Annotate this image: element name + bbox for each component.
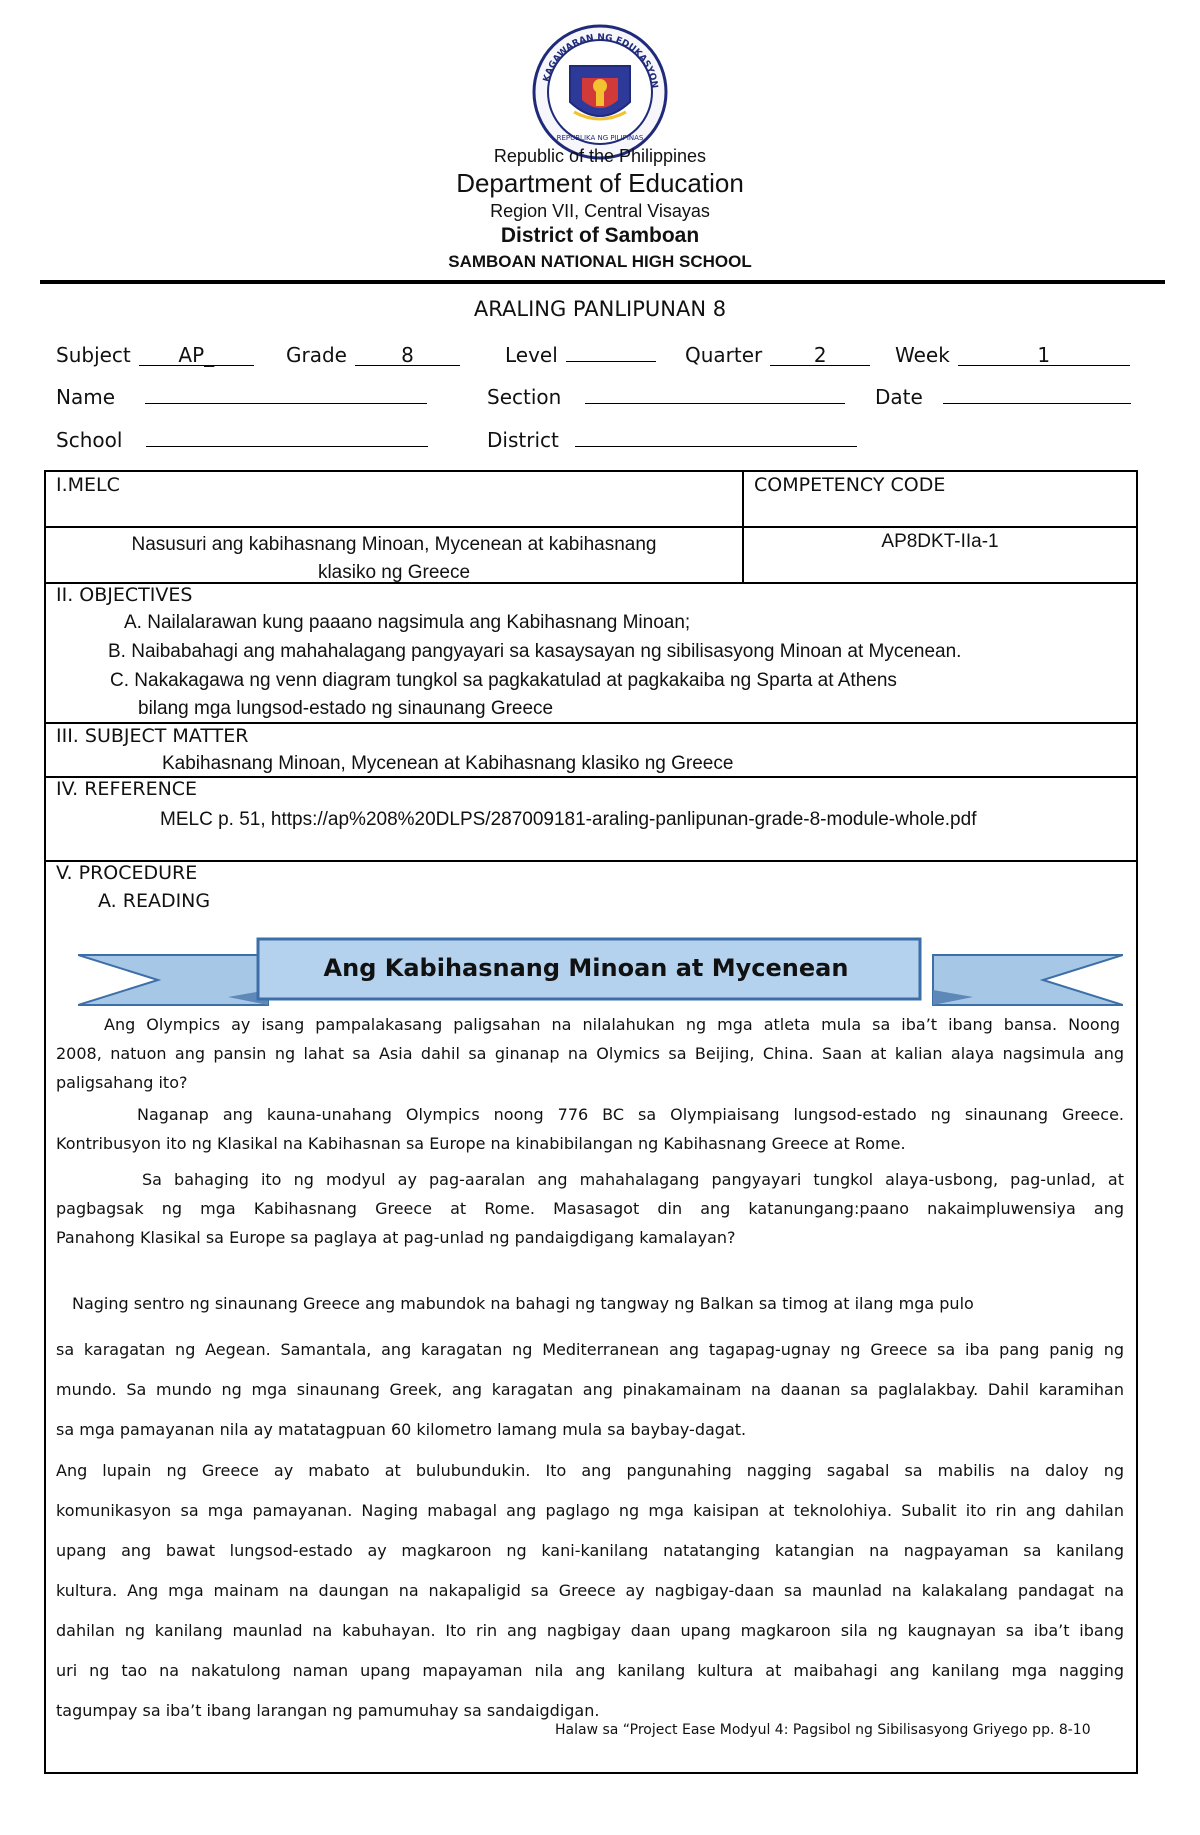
procedure-header: V. PROCEDURE: [56, 862, 198, 884]
p3-line3: Panahong Klasikal sa Europe sa paglaya at pag-unlad ng pandaigdigang kamalayan?: [56, 1228, 736, 1247]
reading-paragraph-2-cont: [56, 1129, 1124, 1158]
quarter-value[interactable]: 2: [770, 345, 870, 366]
reading-paragraph-1-cont: [56, 1039, 1124, 1097]
name-field: [56, 385, 427, 409]
region-line: Region VII, Central Visayas: [490, 201, 710, 221]
district-field: [487, 428, 857, 452]
header-divider-thin: [40, 283, 1165, 284]
p5-line4: kultura. Ang mga mainam na daungan na nakapaligid sa Greece ay nagbigay-daan sa maunlad na kalakalang pandagat na: [56, 1581, 1124, 1600]
p1-line1: Ang Olympics ay isang pampalakasang paligsahan na nilalahukan ng mga atleta mula sa iba’t ibang bansa. Noong: [104, 1015, 1120, 1034]
school-value[interactable]: [146, 446, 428, 447]
district-label: District: [487, 428, 559, 452]
reading-paragraph-3: [142, 1165, 1124, 1194]
objective-a: A. Nailalarawan kung paaano nagsimula ang Kabihasnang Minoan;: [124, 612, 691, 633]
name-value[interactable]: [145, 403, 427, 404]
p5-line6: uri ng tao na nakatulong naman upang mapayaman nila ang kanilang kultura at maibahagi ang kanilang mga nagging: [56, 1661, 1124, 1680]
date-field: [875, 385, 1131, 409]
melc-text-line2: klasiko ng Greece: [317, 562, 471, 583]
melc-header: I.MELC: [56, 474, 120, 496]
section-field: [487, 385, 845, 409]
reference-text[interactable]: MELC p. 51, https://ap%208%20DLPS/287009181-araling-panlipunan-grade-8-module-whole.pdf: [160, 809, 977, 830]
name-label: Name: [56, 385, 116, 409]
republic-line: Republic of the Philippines: [493, 146, 707, 166]
reading-paragraph-5: [56, 1451, 1124, 1731]
date-label: Date: [875, 385, 923, 409]
objective-c: C. Nakakagawa ng venn diagram tungkol sa pagkakatulad at pagkakaiba ng Sparta at Athens: [110, 670, 897, 691]
svg-text:REPUBLIKA NG PILIPINAS: REPUBLIKA NG PILIPINAS: [556, 134, 644, 142]
deped-seal-logo: [530, 22, 670, 162]
reading-paragraph-3-cont: [56, 1194, 1124, 1252]
school-name: SAMBOAN NATIONAL HIGH SCHOOL: [448, 252, 752, 271]
section-value[interactable]: [585, 403, 845, 404]
source-citation: Halaw sa “Project Ease Modyul 4: Pagsibol ng Sibilisasyong Griyego pp. 8-10: [555, 1722, 1091, 1738]
p5-line5: dahilan ng kanilang maunlad na kabuhayan. Ito rin ang nagbigay daan upang magkaroon sila ng kaugnayan sa iba’t ibang: [56, 1621, 1124, 1640]
district-value[interactable]: [575, 446, 857, 447]
grade-field: [286, 343, 460, 367]
week-value[interactable]: 1: [958, 345, 1130, 366]
p1-line2: 2008, natuon ang pansin ng lahat sa Asia dahil sa ginanap na Olymics sa Beijing, China. Saan at kalian alaya nagsimula ang: [56, 1044, 1124, 1063]
grade-value[interactable]: 8: [355, 345, 460, 366]
objectives-header: II. OBJECTIVES: [56, 584, 193, 606]
level-value[interactable]: [566, 361, 656, 362]
p5-line1: Ang lupain ng Greece ay mabato at bulubundukin. Ito ang pangunahing nagging sagabal sa mabilis na daloy ng: [56, 1461, 1124, 1480]
subject-label: Subject: [56, 343, 131, 367]
page-title: ARALING PANLIPUNAN 8: [473, 297, 727, 321]
p4-line1: Naging sentro ng sinaunang Greece ang mabundok na bahagi ng tangway ng Balkan sa timog at ilang mga pulo: [72, 1294, 974, 1313]
p3-line2: pagbagsak ng mga Kabihasnang Greece at Rome. Masasagot din ang katanungang:paano nakaimpluwensiya ang: [56, 1199, 1124, 1218]
p4-line4: sa mga pamayanan nila ay matatagpuan 60 kilometro lamang mula sa baybay-dagat.: [56, 1420, 747, 1439]
svg-text:KAGAWARAN NG EDUKASYON: KAGAWARAN NG EDUKASYON: [542, 32, 659, 90]
subject-field: [56, 343, 254, 367]
p4-line3: mundo. Sa mundo ng mga sinaunang Greek, ang karagatan ang pinakamainam na daanan sa paglalakbay. Dahil karamihan: [56, 1380, 1124, 1399]
objective-c-cont: bilang mga lungsod-estado ng sinaunang Greece: [138, 698, 554, 719]
week-label: Week: [895, 343, 950, 367]
subject-matter-header: III. SUBJECT MATTER: [56, 725, 249, 747]
reading-paragraph-4: [72, 1289, 1124, 1318]
section-label: Section: [487, 385, 562, 409]
objective-b: B. Naibabahagi ang mahahalagang pangyayari sa kasaysayan ng sibilisasyong Minoan at Mycenean.: [108, 641, 962, 662]
reading-paragraph-4-cont: [56, 1330, 1124, 1450]
p1-line3: paligsahang ito?: [56, 1073, 188, 1092]
subject-matter-text: Kabihasnang Minoan, Mycenean at Kabihasnang klasiko ng Greece: [162, 753, 734, 774]
reading-paragraph-1: [104, 1010, 1124, 1039]
p4-line2: sa karagatan ng Aegean. Samantala, ang karagatan ng Mediterranean ang tagapag-ugnay ng Greece sa iba pang panig ng: [56, 1340, 1124, 1359]
level-label: Level: [505, 343, 558, 367]
competency-code-header: COMPETENCY CODE: [754, 474, 946, 496]
reference-header: IV. REFERENCE: [56, 778, 198, 800]
p3-line1: Sa bahaging ito ng modyul ay pag-aaralan ang mahahalagang pangyayari tungkol alaya-usbong, pag-unlad, at: [142, 1170, 1124, 1189]
p5-line7: tagumpay sa iba’t ibang larangan ng pamumuhay sa sandaigdigan.: [56, 1701, 600, 1720]
district-line: District of Samboan: [500, 224, 700, 247]
grade-label: Grade: [286, 343, 347, 367]
p5-line2: komunikasyon sa mga pamayanan. Naging mabagal ang paglago ng mga kaisipan at teknolohiya. Subalit ito rin ang dahilan: [56, 1501, 1124, 1520]
reading-title: Ang Kabihasnang Minoan at Mycenean: [323, 954, 849, 982]
melc-text-line1: Nasusuri ang kabihasnang Minoan, Mycenean at kabihasnang: [131, 534, 657, 555]
melc-header-cell: [44, 470, 744, 528]
level-field: [505, 343, 656, 367]
school-label: School: [56, 428, 123, 452]
subject-value[interactable]: AP_: [139, 345, 254, 366]
p2-line1: Naganap ang kauna-unahang Olympics noong 776 BC sa Olympiaisang lungsod-estado ng sinaunang Greece.: [137, 1105, 1124, 1124]
reading-paragraph-2: [137, 1100, 1124, 1129]
melc-text: [44, 531, 744, 587]
week-field: [895, 343, 1130, 367]
p5-line3: upang ang bawat lungsod-estado ay magkaroon ng kani-kanilang natatanging katangian na nagpayaman sa kanilang: [56, 1541, 1124, 1560]
p2-line2: Kontribusyon ito ng Klasikal na Kabihasnan sa Europe na kinabibilangan ng Kabihasnang Greece at Rome.: [56, 1134, 906, 1153]
quarter-label: Quarter: [685, 343, 763, 367]
competency-code: AP8DKT-IIa-1: [881, 531, 999, 552]
quarter-field: [685, 343, 870, 367]
reading-subheader: A. READING: [98, 890, 211, 912]
school-field: [56, 428, 428, 452]
department-name: Department of Education: [456, 168, 744, 198]
date-value[interactable]: [943, 403, 1131, 404]
